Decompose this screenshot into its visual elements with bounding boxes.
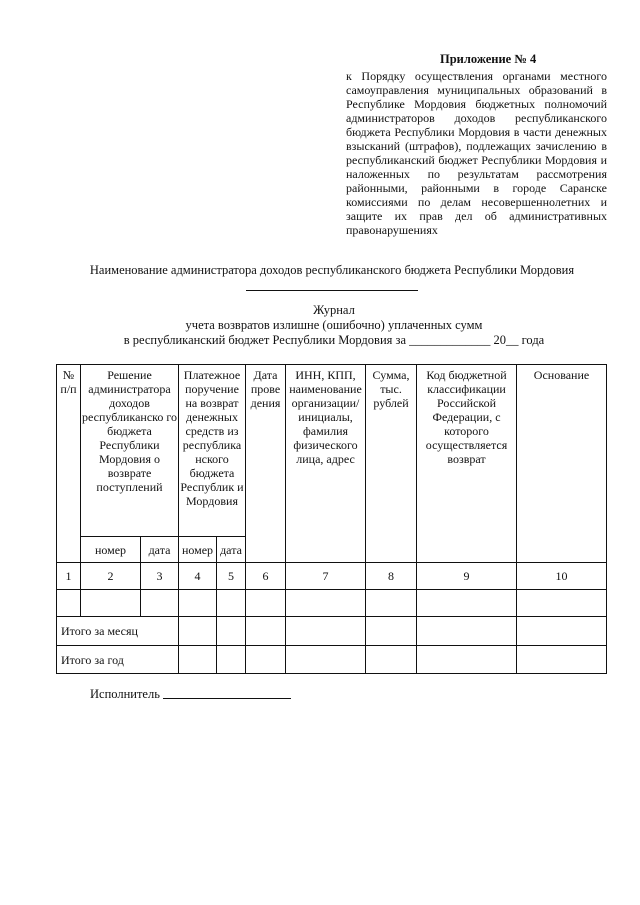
admin-name-label: Наименование администратора доходов республиканского бюджета Республики Мордовия [89,263,575,277]
total-month-label: Итого за месяц [57,617,179,646]
table-cell [179,617,217,646]
table-cell [81,590,141,617]
table-cell [246,617,286,646]
col-number: 7 [286,563,366,590]
header-decision: Решение администратора доходов республиканско го бюджета Республики Мордовия о возврате поступлений [81,365,179,537]
journal-period: в республиканский бюджет Республики Мордовия за _____________ 20__ года [123,333,545,347]
col-number: 10 [517,563,607,590]
table-cell [286,617,366,646]
appendix-title: Приложение № 4 [440,52,537,66]
subheader-order-number: номер [179,537,217,563]
col-number: 9 [417,563,517,590]
table-cell [246,590,286,617]
table-cell [217,646,246,674]
table-cell [417,617,517,646]
table-cell [217,590,246,617]
journal-heading [0,303,640,348]
table-cell [286,590,366,617]
table-cell [517,617,607,646]
header-code: Код бюджетной классификации Российской Федерации, с которого осуществляется возврат [417,365,517,563]
col-number: 5 [217,563,246,590]
table-cell [141,590,179,617]
admin-name-underline [246,290,418,291]
table-cell [366,646,417,674]
header-basis: Основание [517,365,607,563]
header-num: № п/п [57,365,81,563]
table-cell [366,590,417,617]
table-cell [179,590,217,617]
header-date: Дата прове дения [246,365,286,563]
table-row [57,590,607,617]
journal-title: Журнал [313,303,355,317]
table-cell [57,590,81,617]
table-cell [417,590,517,617]
table-cell [246,646,286,674]
table-cell [286,646,366,674]
col-number: 2 [81,563,141,590]
journal-table [56,364,607,674]
column-number-row [57,563,607,590]
table-cell [366,617,417,646]
table-cell [179,646,217,674]
header-inn: ИНН, КПП, наименование организации/ инициалы, фамилия физического лица, адрес [286,365,366,563]
executor-signature-line [163,698,291,699]
col-number: 3 [141,563,179,590]
appendix-text: к Порядку осуществления органами местного самоуправления муниципальных образований в Республике Мордовия бюджетных полномочий администраторов доходов республиканского бюджета Республики Мордовия в части денежных взысканий (штрафов), подлежащих зачислению в республиканский бюджет Республики Мордовия и наложенных по результатам рассмотрения районными, районными в городе Саранске комиссиями по делам несовершеннолетних и защите их прав дел об административных правонарушениях [346,69,607,237]
table-cell [517,646,607,674]
header-payment-order: Платежное поручение на возврат денежных средств из республика нского бюджета Республик и Мордовия [179,365,246,537]
col-number: 4 [179,563,217,590]
subheader-order-date: дата [217,537,246,563]
table-cell [217,617,246,646]
table-cell [417,646,517,674]
journal-subtitle: учета возвратов излишне (ошибочно) уплаченных сумм [185,318,483,332]
table-cell [517,590,607,617]
header-row [57,365,607,537]
total-month-row [57,617,607,646]
col-number: 1 [57,563,81,590]
total-year-label: Итого за год [57,646,179,674]
subheader-decision-date: дата [141,537,179,563]
col-number: 8 [366,563,417,590]
header-sum: Сумма, тыс. рублей [366,365,417,563]
col-number: 6 [246,563,286,590]
subheader-decision-number: номер [81,537,141,563]
total-year-row [57,646,607,674]
executor-label: Исполнитель [90,687,160,701]
